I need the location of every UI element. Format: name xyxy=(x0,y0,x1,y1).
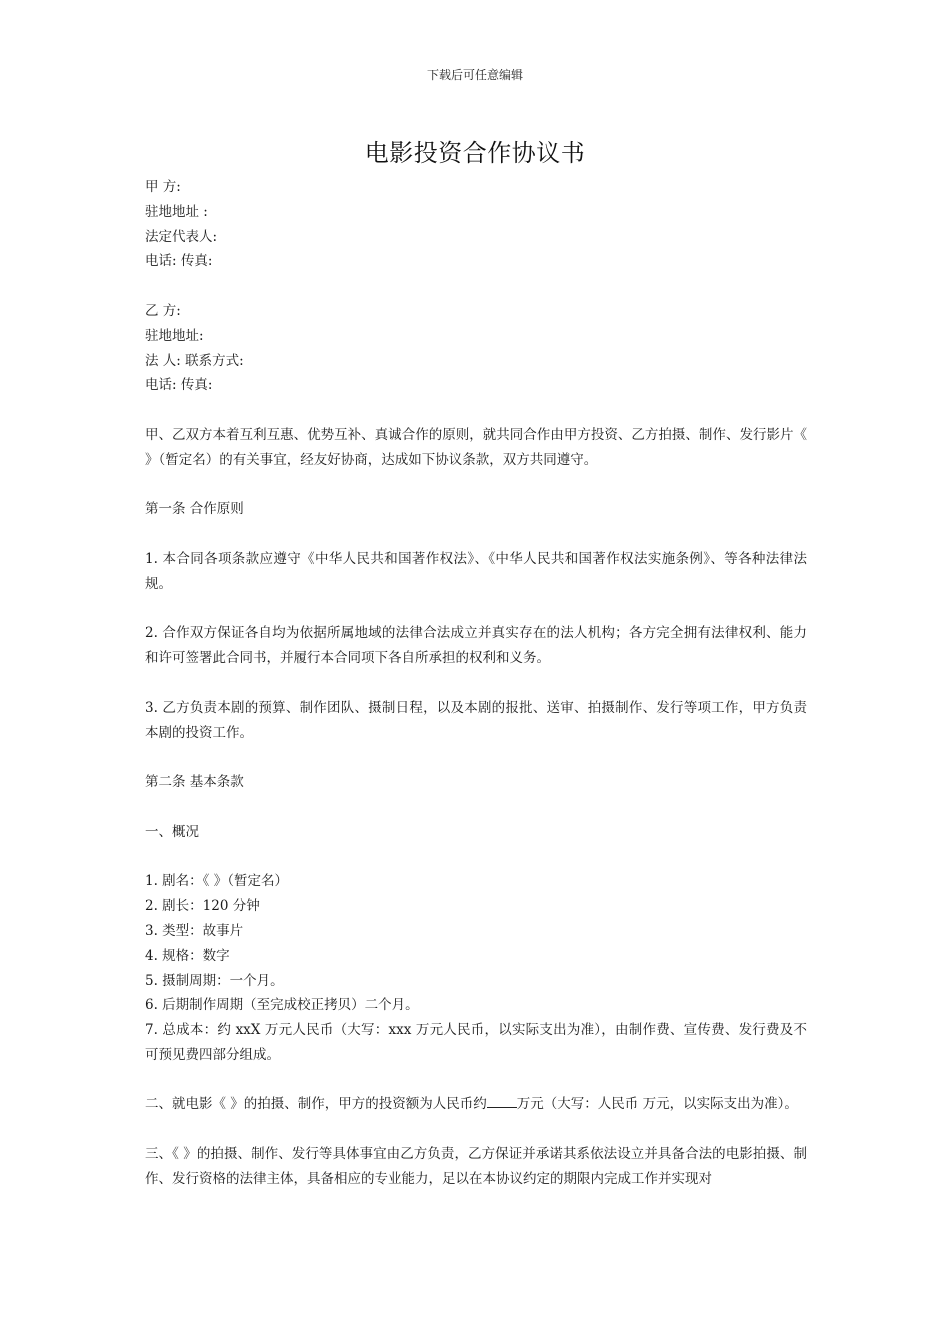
party-a-legal-rep-label: 法定代表人: xyxy=(145,228,218,245)
article1-item: 3. 乙方负责本剧的预算、制作团队、摄制日程，以及本剧的报批、送审、拍摄制作、发行等项工作，甲方负责本剧的投资工作。 xyxy=(145,699,807,741)
article1-item: 2. 合作双方保证各自均为依据所属地域的法律合法成立并真实存在的法人机构；各方完全拥有法律权利、能力和许可签署此合同书，并履行本合同项下各自所承担的权利和义务。 xyxy=(145,625,807,667)
party-b-phone-fax: 电话: 传真: xyxy=(145,377,213,394)
section2-text-before-blank: 二、就电影《 》的拍摄、制作，甲方的投资额为人民币约 xyxy=(145,1096,487,1113)
document-body xyxy=(145,175,807,1192)
party-b-legal-contact: 法 人: 联系方式: xyxy=(145,352,244,369)
article1-item: 1. 本合同各项条款应遵守《中华人民共和国著作权法》、《中华人民共和国著作权法实施条例》、等各种法律法规。 xyxy=(145,550,807,592)
total-cost-item: 7. 总成本：约 xxX 万元人民币（大写：xxx 万元人民币，以实际支出为准），由制作费、宣传费、发行费及不可预见费四部分组成。 xyxy=(145,1022,807,1063)
overview-item: 6. 后期制作周期（至完成校正拷贝）二个月。 xyxy=(145,997,419,1014)
party-a-address-label: 驻地地址 : xyxy=(145,203,208,220)
party-b-address-label: 驻地地址: xyxy=(145,327,204,344)
section2-text-after-blank: 万元（大写：人民币 万元，以实际支出为准）。 xyxy=(516,1096,798,1113)
section2-paragraph xyxy=(145,1092,807,1117)
overview-item: 1. 剧名：《 》（暂定名） xyxy=(145,873,288,890)
document-title: 电影投资合作协议书 xyxy=(364,139,586,167)
overview-item: 4. 规格：数字 xyxy=(145,947,230,964)
party-a-phone-fax: 电话: 传真: xyxy=(145,253,213,270)
overview-item: 5. 摄制周期：一个月。 xyxy=(145,972,284,989)
overview-item: 2. 剧长：120 分钟 xyxy=(145,898,260,915)
party-a-name-label: 甲 方: xyxy=(145,179,181,195)
article2-heading: 第二条 基本条款 xyxy=(145,774,244,791)
section3-paragraph: 三、《 》的拍摄、制作、发行等具体事宜由乙方负责，乙方保证并承诺其系依法设立并具备合法的电影拍摄、制作、发行资格的法律主体，具备相应的专业能力，足以在本协议约定的期限内完成工作并实现对 xyxy=(145,1146,807,1187)
article1-heading: 第一条 合作原则 xyxy=(145,501,244,518)
overview-item: 3. 类型：故事片 xyxy=(145,922,244,939)
investment-amount-blank xyxy=(487,1093,517,1108)
header-note: 下载后可任意编辑 xyxy=(426,68,523,82)
party-b-name-label: 乙 方: xyxy=(145,302,181,319)
intro-paragraph: 甲、乙双方本着互利互惠、优势互补、真诚合作的原则，就共同合作由甲方投资、乙方拍摄、制作、发行影片《 》（暂定名）的有关事宜，经友好协商，达成如下协议条款，双方共同遵守。 xyxy=(145,426,807,468)
section1-heading: 一、概况 xyxy=(145,823,199,840)
